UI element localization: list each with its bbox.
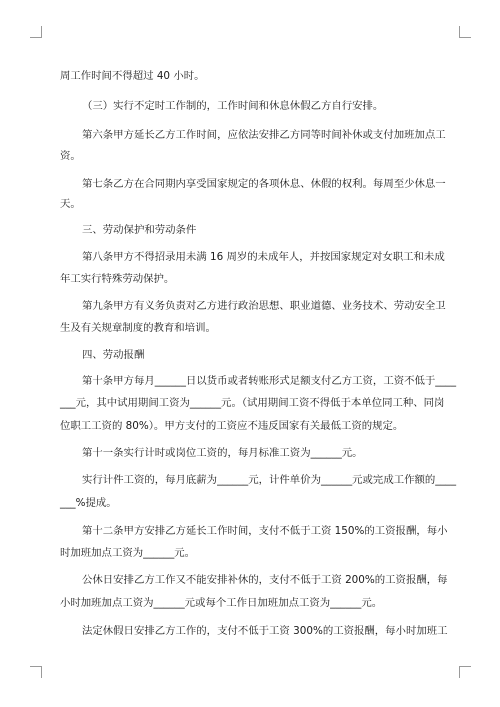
text-line (0, 68, 500, 84)
crop-mark-bottom-left (30, 666, 42, 678)
text-line (0, 196, 500, 212)
section-heading (0, 222, 500, 238)
text-line (0, 418, 500, 434)
text-line-content: ___元，其中试用期间工资为______元。（试用期间工资不得低于本单位同工种、同岗 (60, 397, 445, 409)
text-line-content: 小时加班加点工资为______元或每个工作日加班加点工资为______元。 (60, 597, 383, 609)
text-line (0, 373, 500, 389)
text-line (0, 176, 500, 192)
section-heading-text: 四、劳动报酬 (82, 349, 145, 361)
crop-mark-top-left (30, 26, 42, 38)
crop-mark-top-right (459, 26, 471, 38)
text-line-content: ___%提成。 (60, 497, 117, 509)
text-line-content: 生及有关规章制度的教育和培训。 (60, 322, 216, 334)
text-line (0, 572, 500, 588)
text-line (0, 148, 500, 164)
section-heading (0, 347, 500, 363)
text-line-content: 公休日安排乙方工作又不能安排补休的，支付不低于工资 200%的工资报酬，每 (82, 574, 448, 586)
text-line (0, 623, 500, 639)
text-line (0, 595, 500, 611)
text-line (0, 472, 500, 488)
crop-mark-bottom-right (459, 666, 471, 678)
text-line-content: 第六条甲方延长乙方工作时间，应依法安排乙方同等时间补休或支付加班加点工 (82, 129, 446, 141)
text-line (0, 395, 500, 411)
text-line (0, 98, 500, 114)
text-line-content: 时加班加点工资为______元。 (60, 547, 196, 559)
text-line-content: 第七条乙方在合同期内享受国家规定的各项休息、休假的权利。每周至少休息一 (82, 178, 446, 190)
text-line-content: 第八条甲方不得招录用未满 16 周岁的未成年人，并按国家规定对女职工和未成 (82, 251, 445, 263)
text-line (0, 445, 500, 461)
text-line-content: 法定休假日安排乙方工作的，支付不低于工资 300%的工资报酬，每小时加班工 (82, 625, 448, 637)
text-line-content: 年工实行特殊劳动保护。 (60, 273, 175, 285)
text-line (0, 545, 500, 561)
text-line-content: （三）实行不定时工作制的，工作时间和休息休假乙方自行安排。 (82, 100, 384, 112)
text-line-content: 实行计件工资的，每月底薪为______元，计件单价为______元或完成工作额的____ (82, 474, 457, 486)
text-line-content: 资。 (60, 150, 81, 162)
text-line (0, 249, 500, 265)
text-line-content: 第九条甲方有义务负责对乙方进行政治思想、职业道德、业务技术、劳动安全卫 (82, 300, 446, 312)
text-line (0, 271, 500, 287)
text-line (0, 320, 500, 336)
text-line (0, 523, 500, 539)
text-line-content: 周工作时间不得超过 40 小时。 (60, 70, 205, 82)
text-line (0, 298, 500, 314)
text-line (0, 495, 500, 511)
section-heading-text: 三、劳动保护和劳动条件 (82, 224, 197, 236)
text-line-content: 天。 (60, 198, 81, 210)
text-line-content: 第十条甲方每月______日以货币或者转账形式足额支付乙方工资，工资不低于____ (82, 375, 457, 387)
text-line-content: 第十二条甲方安排乙方延长工作时间，支付不低于工资 150%的工资报酬，每小 (82, 525, 448, 537)
text-line-content: 第十一条实行计时或岗位工资的，每月标准工资为______元。 (82, 447, 363, 459)
text-line (0, 127, 500, 143)
text-line-content: 位职工工资的 80%）。甲方支付的工资应不违反国家有关最低工资的规定。 (60, 420, 404, 432)
